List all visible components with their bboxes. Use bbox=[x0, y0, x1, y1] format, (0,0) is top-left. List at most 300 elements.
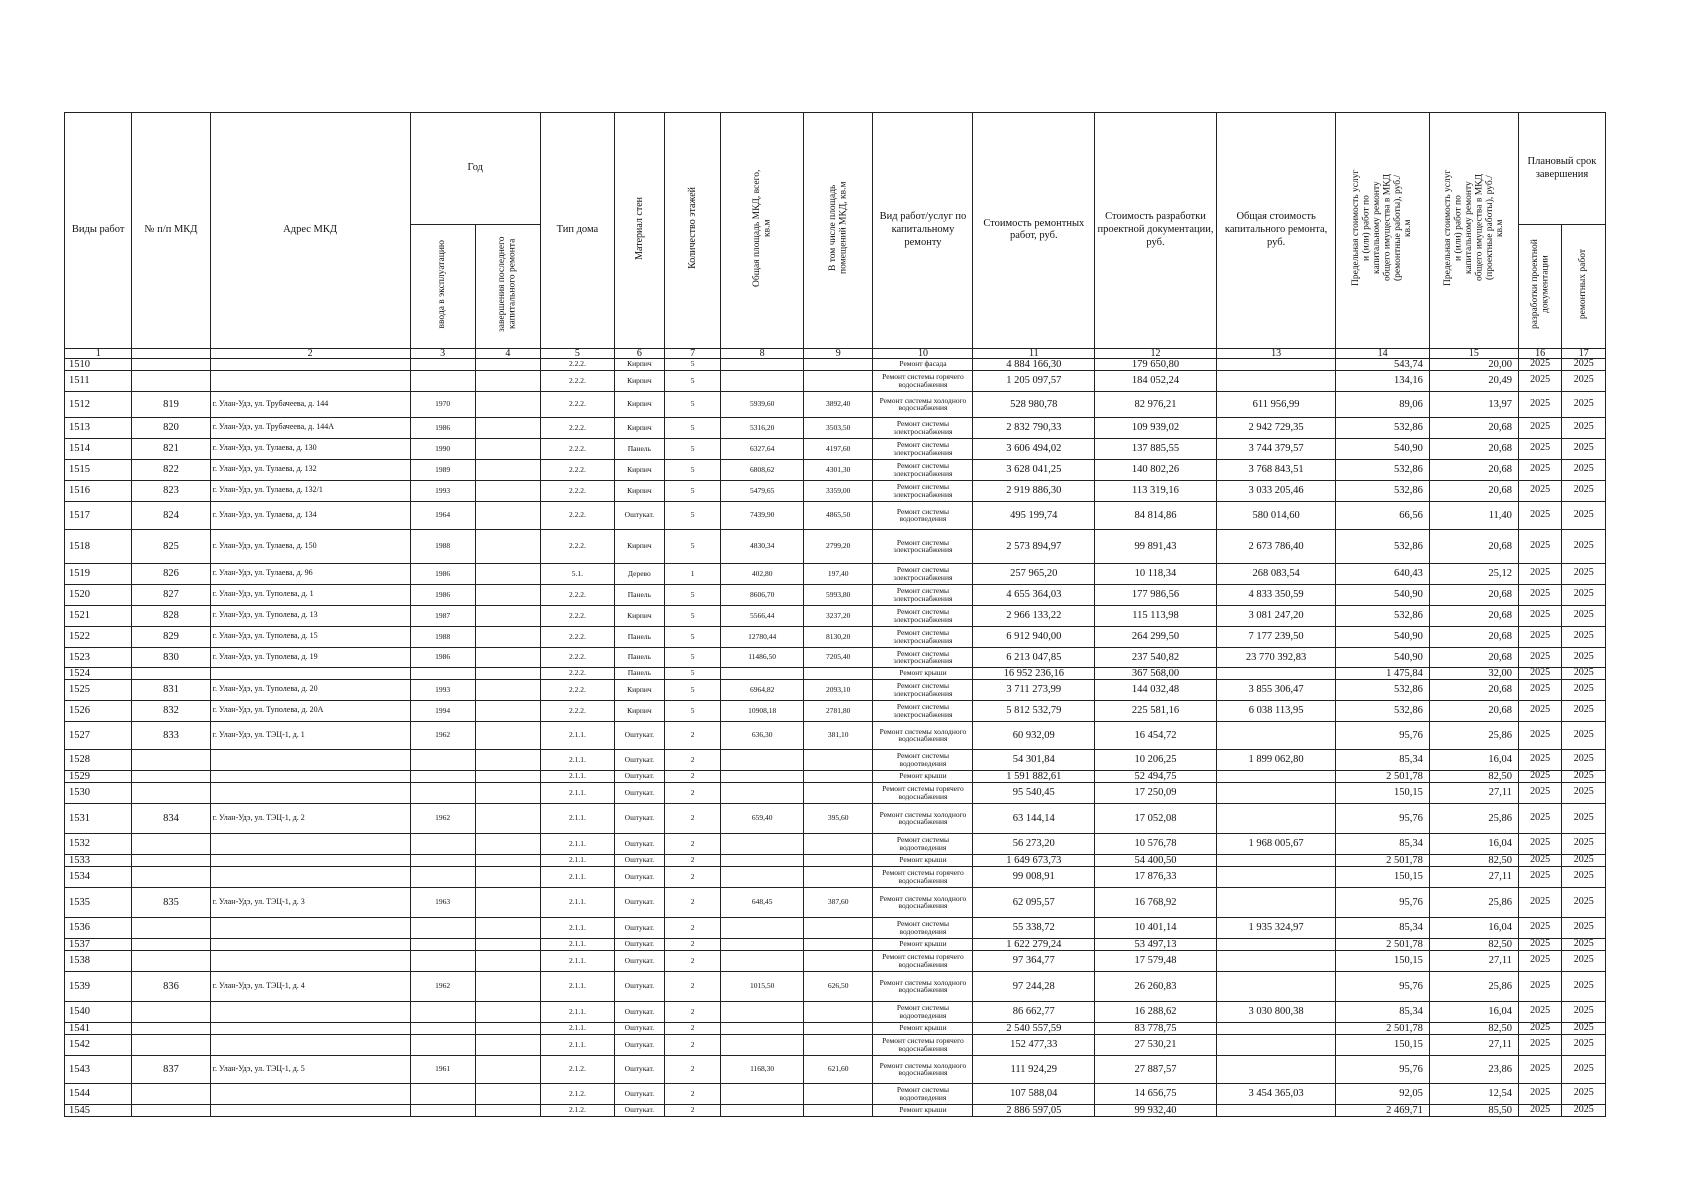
cell-limit-repair: 95,76 bbox=[1336, 721, 1429, 749]
cell-deadline-project: 2025 bbox=[1518, 480, 1561, 501]
cell-address bbox=[210, 358, 410, 370]
cell-work-kind: Ремонт системы водоотведения bbox=[873, 917, 973, 938]
cell-total-cost: 3 081 247,20 bbox=[1216, 605, 1336, 626]
cell-work-id: 1524 bbox=[65, 667, 132, 679]
cell-deadline-project: 2025 bbox=[1518, 1022, 1561, 1034]
table-row bbox=[65, 1083, 1606, 1104]
cell-address bbox=[210, 866, 410, 887]
cell-work-kind: Ремонт системы электроснабжения bbox=[873, 529, 973, 563]
cell-project-cost: 113 319,16 bbox=[1095, 480, 1217, 501]
cell-total-cost: 3 744 379,57 bbox=[1216, 438, 1336, 459]
cell-total-cost: 2 942 729,35 bbox=[1216, 417, 1336, 438]
cell-deadline-repair: 2025 bbox=[1562, 770, 1606, 782]
cell-limit-project: 27,11 bbox=[1429, 950, 1518, 971]
cell-deadline-project: 2025 bbox=[1518, 866, 1561, 887]
cell-year-last-repair bbox=[475, 391, 540, 417]
cell-limit-repair: 85,34 bbox=[1336, 1001, 1429, 1022]
cell-work-kind: Ремонт системы электроснабжения bbox=[873, 700, 973, 721]
cell-floors: 5 bbox=[664, 679, 721, 700]
cell-total-area bbox=[721, 866, 804, 887]
cell-deadline-repair: 2025 bbox=[1562, 501, 1606, 529]
column-number: 17 bbox=[1562, 348, 1606, 358]
cell-work-kind: Ремонт системы водоотведения bbox=[873, 749, 973, 770]
cell-floors: 5 bbox=[664, 626, 721, 647]
cell-deadline-repair: 2025 bbox=[1562, 679, 1606, 700]
cell-project-cost: 144 032,48 bbox=[1095, 679, 1217, 700]
cell-total-area: 1015,50 bbox=[721, 971, 804, 1001]
cell-work-kind: Ремонт системы горячего водоснабжения bbox=[873, 866, 973, 887]
cell-year-commissioning: 1988 bbox=[410, 529, 475, 563]
cell-floors: 2 bbox=[664, 1034, 721, 1055]
column-number: 7 bbox=[664, 348, 721, 358]
cell-work-id: 1518 bbox=[65, 529, 132, 563]
cell-limit-project: 20,68 bbox=[1429, 605, 1518, 626]
cell-work-kind: Ремонт крыши bbox=[873, 667, 973, 679]
cell-year-last-repair bbox=[475, 417, 540, 438]
cell-work-kind: Ремонт системы водоотведения bbox=[873, 833, 973, 854]
cell-wall-material: Кирпич bbox=[614, 679, 664, 700]
cell-project-cost: 99 891,43 bbox=[1095, 529, 1217, 563]
cell-work-kind: Ремонт системы горячего водоснабжения bbox=[873, 782, 973, 803]
cell-work-kind: Ремонт системы электроснабжения bbox=[873, 563, 973, 584]
cell-house-type: 2.2.2. bbox=[540, 584, 614, 605]
cell-limit-repair: 134,16 bbox=[1336, 370, 1429, 391]
cell-deadline-repair: 2025 bbox=[1562, 887, 1606, 917]
cell-year-commissioning: 1986 bbox=[410, 647, 475, 667]
cell-deadline-repair: 2025 bbox=[1562, 480, 1606, 501]
cell-year-commissioning bbox=[410, 1083, 475, 1104]
cell-year-commissioning bbox=[410, 950, 475, 971]
cell-deadline-project: 2025 bbox=[1518, 721, 1561, 749]
cell-total-area: 402,80 bbox=[721, 563, 804, 584]
cell-wall-material: Панель bbox=[614, 647, 664, 667]
cell-year-last-repair bbox=[475, 700, 540, 721]
cell-limit-repair: 2 501,78 bbox=[1336, 938, 1429, 950]
cell-total-cost bbox=[1216, 1055, 1336, 1083]
cell-work-id: 1527 bbox=[65, 721, 132, 749]
cell-year-commissioning: 1963 bbox=[410, 887, 475, 917]
cell-deadline-project: 2025 bbox=[1518, 1055, 1561, 1083]
cell-premises-area bbox=[803, 770, 873, 782]
cell-deadline-project: 2025 bbox=[1518, 501, 1561, 529]
cell-limit-repair: 150,15 bbox=[1336, 866, 1429, 887]
cell-premises-area: 197,40 bbox=[803, 563, 873, 584]
cell-work-kind: Ремонт системы электроснабжения bbox=[873, 459, 973, 480]
cell-address: г. Улан-Удэ, ул. Тулаева, д. 130 bbox=[210, 438, 410, 459]
cell-year-last-repair bbox=[475, 370, 540, 391]
cell-deadline-project: 2025 bbox=[1518, 1104, 1561, 1116]
cell-project-cost: 14 656,75 bbox=[1095, 1083, 1217, 1104]
cell-year-last-repair bbox=[475, 721, 540, 749]
cell-repair-cost: 4 655 364,03 bbox=[973, 584, 1095, 605]
cell-total-area: 10908,18 bbox=[721, 700, 804, 721]
cell-year-last-repair bbox=[475, 1083, 540, 1104]
cell-address bbox=[210, 770, 410, 782]
cell-floors: 5 bbox=[664, 459, 721, 480]
cell-work-id: 1534 bbox=[65, 866, 132, 887]
column-number: 15 bbox=[1429, 348, 1518, 358]
cell-year-commissioning: 1970 bbox=[410, 391, 475, 417]
cell-project-cost: 137 885,55 bbox=[1095, 438, 1217, 459]
cell-work-id: 1523 bbox=[65, 647, 132, 667]
cell-work-kind: Ремонт системы холодного водоснабжения bbox=[873, 887, 973, 917]
cell-wall-material: Оштукат. bbox=[614, 782, 664, 803]
cell-mkd-number: 837 bbox=[132, 1055, 210, 1083]
cell-wall-material: Оштукат. bbox=[614, 1104, 664, 1116]
cell-project-cost: 225 581,16 bbox=[1095, 700, 1217, 721]
cell-wall-material: Оштукат. bbox=[614, 938, 664, 950]
cell-limit-repair: 95,76 bbox=[1336, 1055, 1429, 1083]
cell-deadline-repair: 2025 bbox=[1562, 854, 1606, 866]
table-row bbox=[65, 721, 1606, 749]
table-row bbox=[65, 391, 1606, 417]
cell-premises-area: 4301,30 bbox=[803, 459, 873, 480]
cell-mkd-number bbox=[132, 667, 210, 679]
cell-floors: 2 bbox=[664, 770, 721, 782]
cell-project-cost: 27 530,21 bbox=[1095, 1034, 1217, 1055]
cell-year-commissioning: 1962 bbox=[410, 721, 475, 749]
cell-limit-project: 85,50 bbox=[1429, 1104, 1518, 1116]
cell-project-cost: 115 113,98 bbox=[1095, 605, 1217, 626]
cell-premises-area: 381,10 bbox=[803, 721, 873, 749]
header-deadline-project: разработки проектной документации bbox=[1518, 225, 1561, 349]
cell-repair-cost: 3 606 494,02 bbox=[973, 438, 1095, 459]
cell-work-kind: Ремонт системы горячего водоснабжения bbox=[873, 370, 973, 391]
cell-year-commissioning bbox=[410, 1022, 475, 1034]
cell-premises-area: 8130,20 bbox=[803, 626, 873, 647]
cell-premises-area: 2093,10 bbox=[803, 679, 873, 700]
table-row bbox=[65, 887, 1606, 917]
cell-total-area bbox=[721, 854, 804, 866]
cell-wall-material: Оштукат. bbox=[614, 501, 664, 529]
cell-total-cost bbox=[1216, 1104, 1336, 1116]
cell-premises-area: 4865,50 bbox=[803, 501, 873, 529]
cell-address: г. Улан-Удэ, ул. Туполева, д. 20 bbox=[210, 679, 410, 700]
cell-house-type: 2.2.2. bbox=[540, 647, 614, 667]
cell-year-last-repair bbox=[475, 358, 540, 370]
cell-mkd-number: 829 bbox=[132, 626, 210, 647]
cell-premises-area bbox=[803, 950, 873, 971]
cell-deadline-repair: 2025 bbox=[1562, 1022, 1606, 1034]
cell-limit-project: 16,04 bbox=[1429, 917, 1518, 938]
cell-deadline-repair: 2025 bbox=[1562, 584, 1606, 605]
cell-project-cost: 177 986,56 bbox=[1095, 584, 1217, 605]
header-year-last-repair: завершения последнего капитального ремонта bbox=[475, 225, 540, 349]
cell-premises-area: 2781,80 bbox=[803, 700, 873, 721]
cell-work-kind: Ремонт системы электроснабжения bbox=[873, 679, 973, 700]
cell-work-id: 1520 bbox=[65, 584, 132, 605]
cell-house-type: 2.1.1. bbox=[540, 1001, 614, 1022]
cell-premises-area bbox=[803, 866, 873, 887]
cell-total-area: 11486,50 bbox=[721, 647, 804, 667]
cell-deadline-repair: 2025 bbox=[1562, 1001, 1606, 1022]
cell-premises-area bbox=[803, 782, 873, 803]
table-row bbox=[65, 770, 1606, 782]
cell-limit-project: 13,97 bbox=[1429, 391, 1518, 417]
cell-mkd-number bbox=[132, 1034, 210, 1055]
cell-premises-area bbox=[803, 1083, 873, 1104]
cell-mkd-number: 831 bbox=[132, 679, 210, 700]
cell-year-commissioning bbox=[410, 358, 475, 370]
table-row bbox=[65, 1022, 1606, 1034]
cell-work-kind: Ремонт системы водоотведения bbox=[873, 1001, 973, 1022]
cell-address: г. Улан-Удэ, ул. Тулаева, д. 150 bbox=[210, 529, 410, 563]
table-row bbox=[65, 459, 1606, 480]
cell-wall-material: Оштукат. bbox=[614, 917, 664, 938]
cell-year-last-repair bbox=[475, 667, 540, 679]
table-row bbox=[65, 679, 1606, 700]
column-number: 8 bbox=[721, 348, 804, 358]
cell-house-type: 2.1.1. bbox=[540, 749, 614, 770]
cell-address: г. Улан-Удэ, ул. Туполева, д. 13 bbox=[210, 605, 410, 626]
header-deadline-repair: ремонтных работ bbox=[1562, 225, 1606, 349]
cell-premises-area: 3503,50 bbox=[803, 417, 873, 438]
cell-limit-repair: 66,56 bbox=[1336, 501, 1429, 529]
cell-mkd-number bbox=[132, 854, 210, 866]
table-row bbox=[65, 950, 1606, 971]
table-row bbox=[65, 833, 1606, 854]
cell-house-type: 2.2.2. bbox=[540, 459, 614, 480]
cell-wall-material: Оштукат. bbox=[614, 887, 664, 917]
cell-limit-project: 25,86 bbox=[1429, 803, 1518, 833]
cell-limit-project: 20,68 bbox=[1429, 700, 1518, 721]
cell-repair-cost: 95 540,45 bbox=[973, 782, 1095, 803]
cell-repair-cost: 528 980,78 bbox=[973, 391, 1095, 417]
cell-mkd-number bbox=[132, 370, 210, 391]
cell-year-last-repair bbox=[475, 480, 540, 501]
column-number: 5 bbox=[540, 348, 614, 358]
table-row bbox=[65, 501, 1606, 529]
cell-repair-cost: 107 588,04 bbox=[973, 1083, 1095, 1104]
cell-project-cost: 53 497,13 bbox=[1095, 938, 1217, 950]
cell-mkd-number bbox=[132, 938, 210, 950]
cell-project-cost: 16 768,92 bbox=[1095, 887, 1217, 917]
cell-limit-repair: 2 501,78 bbox=[1336, 1022, 1429, 1034]
cell-limit-repair: 2 501,78 bbox=[1336, 854, 1429, 866]
cell-work-id: 1525 bbox=[65, 679, 132, 700]
cell-premises-area bbox=[803, 667, 873, 679]
cell-work-kind: Ремонт системы холодного водоснабжения bbox=[873, 971, 973, 1001]
cell-work-id: 1543 bbox=[65, 1055, 132, 1083]
cell-wall-material: Оштукат. bbox=[614, 1001, 664, 1022]
cell-year-commissioning bbox=[410, 667, 475, 679]
cell-year-last-repair bbox=[475, 749, 540, 770]
cell-house-type: 2.1.1. bbox=[540, 938, 614, 950]
cell-floors: 2 bbox=[664, 721, 721, 749]
cell-floors: 2 bbox=[664, 1104, 721, 1116]
cell-address: г. Улан-Удэ, ул. Туполева, д. 1 bbox=[210, 584, 410, 605]
cell-deadline-project: 2025 bbox=[1518, 854, 1561, 866]
header-planned-deadline: Плановый срок завершения bbox=[1518, 113, 1605, 225]
cell-project-cost: 16 288,62 bbox=[1095, 1001, 1217, 1022]
cell-total-area bbox=[721, 782, 804, 803]
cell-deadline-project: 2025 bbox=[1518, 770, 1561, 782]
cell-premises-area: 5993,80 bbox=[803, 584, 873, 605]
cell-wall-material: Оштукат. bbox=[614, 721, 664, 749]
cell-repair-cost: 495 199,74 bbox=[973, 501, 1095, 529]
cell-deadline-project: 2025 bbox=[1518, 417, 1561, 438]
cell-work-kind: Ремонт крыши bbox=[873, 854, 973, 866]
cell-year-commissioning: 1993 bbox=[410, 480, 475, 501]
cell-year-last-repair bbox=[475, 626, 540, 647]
cell-limit-project: 20,68 bbox=[1429, 529, 1518, 563]
cell-house-type: 2.2.2. bbox=[540, 370, 614, 391]
table-header bbox=[65, 113, 1606, 349]
cell-work-kind: Ремонт системы водоотведения bbox=[873, 1083, 973, 1104]
cell-address: г. Улан-Удэ, ул. Тулаева, д. 96 bbox=[210, 563, 410, 584]
cell-deadline-project: 2025 bbox=[1518, 917, 1561, 938]
cell-floors: 2 bbox=[664, 1022, 721, 1034]
cell-wall-material: Оштукат. bbox=[614, 866, 664, 887]
cell-repair-cost: 63 144,14 bbox=[973, 803, 1095, 833]
cell-work-kind: Ремонт системы электроснабжения bbox=[873, 438, 973, 459]
cell-floors: 2 bbox=[664, 1083, 721, 1104]
cell-address: г. Улан-Удэ, ул. ТЭЦ-1, д. 2 bbox=[210, 803, 410, 833]
table-row bbox=[65, 1055, 1606, 1083]
cell-wall-material: Оштукат. bbox=[614, 950, 664, 971]
cell-wall-material: Панель bbox=[614, 584, 664, 605]
cell-limit-project: 25,86 bbox=[1429, 721, 1518, 749]
cell-premises-area: 3892,40 bbox=[803, 391, 873, 417]
cell-year-last-repair bbox=[475, 1001, 540, 1022]
cell-work-id: 1530 bbox=[65, 782, 132, 803]
cell-year-commissioning: 1986 bbox=[410, 417, 475, 438]
cell-mkd-number: 822 bbox=[132, 459, 210, 480]
header-limit-repair: Предельная стоимость услуг и (или) работ по капитальному ремонту общего имущества в МКД (ремонтные работы), руб./кв.м bbox=[1336, 113, 1429, 349]
cell-total-cost bbox=[1216, 1034, 1336, 1055]
cell-premises-area bbox=[803, 370, 873, 391]
cell-deadline-project: 2025 bbox=[1518, 529, 1561, 563]
cell-house-type: 2.2.2. bbox=[540, 605, 614, 626]
cell-total-area: 6808,62 bbox=[721, 459, 804, 480]
table-row bbox=[65, 370, 1606, 391]
cell-address bbox=[210, 1001, 410, 1022]
header-address: Адрес МКД bbox=[210, 113, 410, 349]
cell-house-type: 2.2.2. bbox=[540, 626, 614, 647]
cell-repair-cost: 97 244,28 bbox=[973, 971, 1095, 1001]
cell-house-type: 2.1.1. bbox=[540, 917, 614, 938]
cell-deadline-project: 2025 bbox=[1518, 605, 1561, 626]
table-row bbox=[65, 438, 1606, 459]
cell-limit-repair: 150,15 bbox=[1336, 950, 1429, 971]
cell-limit-project: 25,86 bbox=[1429, 887, 1518, 917]
column-number-empty bbox=[132, 348, 210, 358]
cell-total-area bbox=[721, 1083, 804, 1104]
cell-year-commissioning bbox=[410, 1104, 475, 1116]
table-row bbox=[65, 971, 1606, 1001]
table-row bbox=[65, 584, 1606, 605]
cell-floors: 5 bbox=[664, 417, 721, 438]
cell-project-cost: 99 932,40 bbox=[1095, 1104, 1217, 1116]
cell-deadline-repair: 2025 bbox=[1562, 749, 1606, 770]
cell-total-area: 1168,30 bbox=[721, 1055, 804, 1083]
header-premises-area: В том числе площадь помещений МКД, кв.м bbox=[803, 113, 873, 349]
header-project-cost: Стоимость разработки проектной документации, руб. bbox=[1095, 113, 1217, 349]
cell-year-commissioning bbox=[410, 938, 475, 950]
cell-work-id: 1517 bbox=[65, 501, 132, 529]
cell-repair-cost: 6 213 047,85 bbox=[973, 647, 1095, 667]
cell-year-commissioning: 1961 bbox=[410, 1055, 475, 1083]
cell-premises-area: 3359,00 bbox=[803, 480, 873, 501]
cell-wall-material: Панель bbox=[614, 438, 664, 459]
cell-wall-material: Кирпич bbox=[614, 391, 664, 417]
header-house-type: Тип дома bbox=[540, 113, 614, 349]
cell-limit-repair: 95,76 bbox=[1336, 887, 1429, 917]
cell-year-commissioning: 1989 bbox=[410, 459, 475, 480]
cell-project-cost: 17 579,48 bbox=[1095, 950, 1217, 971]
cell-limit-project: 12,54 bbox=[1429, 1083, 1518, 1104]
cell-premises-area bbox=[803, 833, 873, 854]
cell-total-cost bbox=[1216, 770, 1336, 782]
cell-house-type: 2.1.1. bbox=[540, 1034, 614, 1055]
cell-project-cost: 27 887,57 bbox=[1095, 1055, 1217, 1083]
cell-floors: 5 bbox=[664, 501, 721, 529]
table-row bbox=[65, 667, 1606, 679]
table-row bbox=[65, 854, 1606, 866]
cell-year-commissioning: 1962 bbox=[410, 971, 475, 1001]
cell-limit-project: 20,68 bbox=[1429, 584, 1518, 605]
cell-total-area: 5566,44 bbox=[721, 605, 804, 626]
cell-premises-area bbox=[803, 358, 873, 370]
cell-wall-material: Кирпич bbox=[614, 459, 664, 480]
cell-deadline-project: 2025 bbox=[1518, 358, 1561, 370]
table-row bbox=[65, 1001, 1606, 1022]
cell-floors: 5 bbox=[664, 647, 721, 667]
cell-floors: 5 bbox=[664, 438, 721, 459]
cell-wall-material: Кирпич bbox=[614, 358, 664, 370]
cell-deadline-repair: 2025 bbox=[1562, 938, 1606, 950]
column-number: 3 bbox=[410, 348, 475, 358]
header-work-kind: Вид работ/услуг по капитальному ремонту bbox=[873, 113, 973, 349]
cell-repair-cost: 111 924,29 bbox=[973, 1055, 1095, 1083]
cell-work-kind: Ремонт системы холодного водоснабжения bbox=[873, 1055, 973, 1083]
cell-total-area: 5479,65 bbox=[721, 480, 804, 501]
cell-wall-material: Кирпич bbox=[614, 370, 664, 391]
cell-repair-cost: 56 273,20 bbox=[973, 833, 1095, 854]
cell-total-cost bbox=[1216, 866, 1336, 887]
cell-address bbox=[210, 1083, 410, 1104]
cell-wall-material: Оштукат. bbox=[614, 971, 664, 1001]
cell-wall-material: Оштукат. bbox=[614, 854, 664, 866]
table-row bbox=[65, 1104, 1606, 1116]
cell-project-cost: 17 052,08 bbox=[1095, 803, 1217, 833]
cell-wall-material: Кирпич bbox=[614, 480, 664, 501]
cell-total-area: 6964,82 bbox=[721, 679, 804, 700]
cell-deadline-repair: 2025 bbox=[1562, 950, 1606, 971]
cell-deadline-repair: 2025 bbox=[1562, 917, 1606, 938]
cell-address bbox=[210, 1022, 410, 1034]
cell-address: г. Улан-Удэ, ул. Туполева, д. 15 bbox=[210, 626, 410, 647]
table-row bbox=[65, 803, 1606, 833]
cell-premises-area bbox=[803, 854, 873, 866]
cell-repair-cost: 1 622 279,24 bbox=[973, 938, 1095, 950]
cell-floors: 2 bbox=[664, 782, 721, 803]
cell-deadline-project: 2025 bbox=[1518, 391, 1561, 417]
cell-limit-repair: 95,76 bbox=[1336, 803, 1429, 833]
cell-limit-repair: 89,06 bbox=[1336, 391, 1429, 417]
cell-total-area: 659,40 bbox=[721, 803, 804, 833]
cell-limit-repair: 532,86 bbox=[1336, 480, 1429, 501]
column-number: 6 bbox=[614, 348, 664, 358]
cell-total-area bbox=[721, 833, 804, 854]
cell-house-type: 2.2.2. bbox=[540, 417, 614, 438]
cell-limit-project: 16,04 bbox=[1429, 749, 1518, 770]
cell-limit-repair: 85,34 bbox=[1336, 749, 1429, 770]
cell-mkd-number bbox=[132, 1104, 210, 1116]
cell-floors: 2 bbox=[664, 866, 721, 887]
cell-limit-project: 20,68 bbox=[1429, 626, 1518, 647]
cell-floors: 2 bbox=[664, 887, 721, 917]
